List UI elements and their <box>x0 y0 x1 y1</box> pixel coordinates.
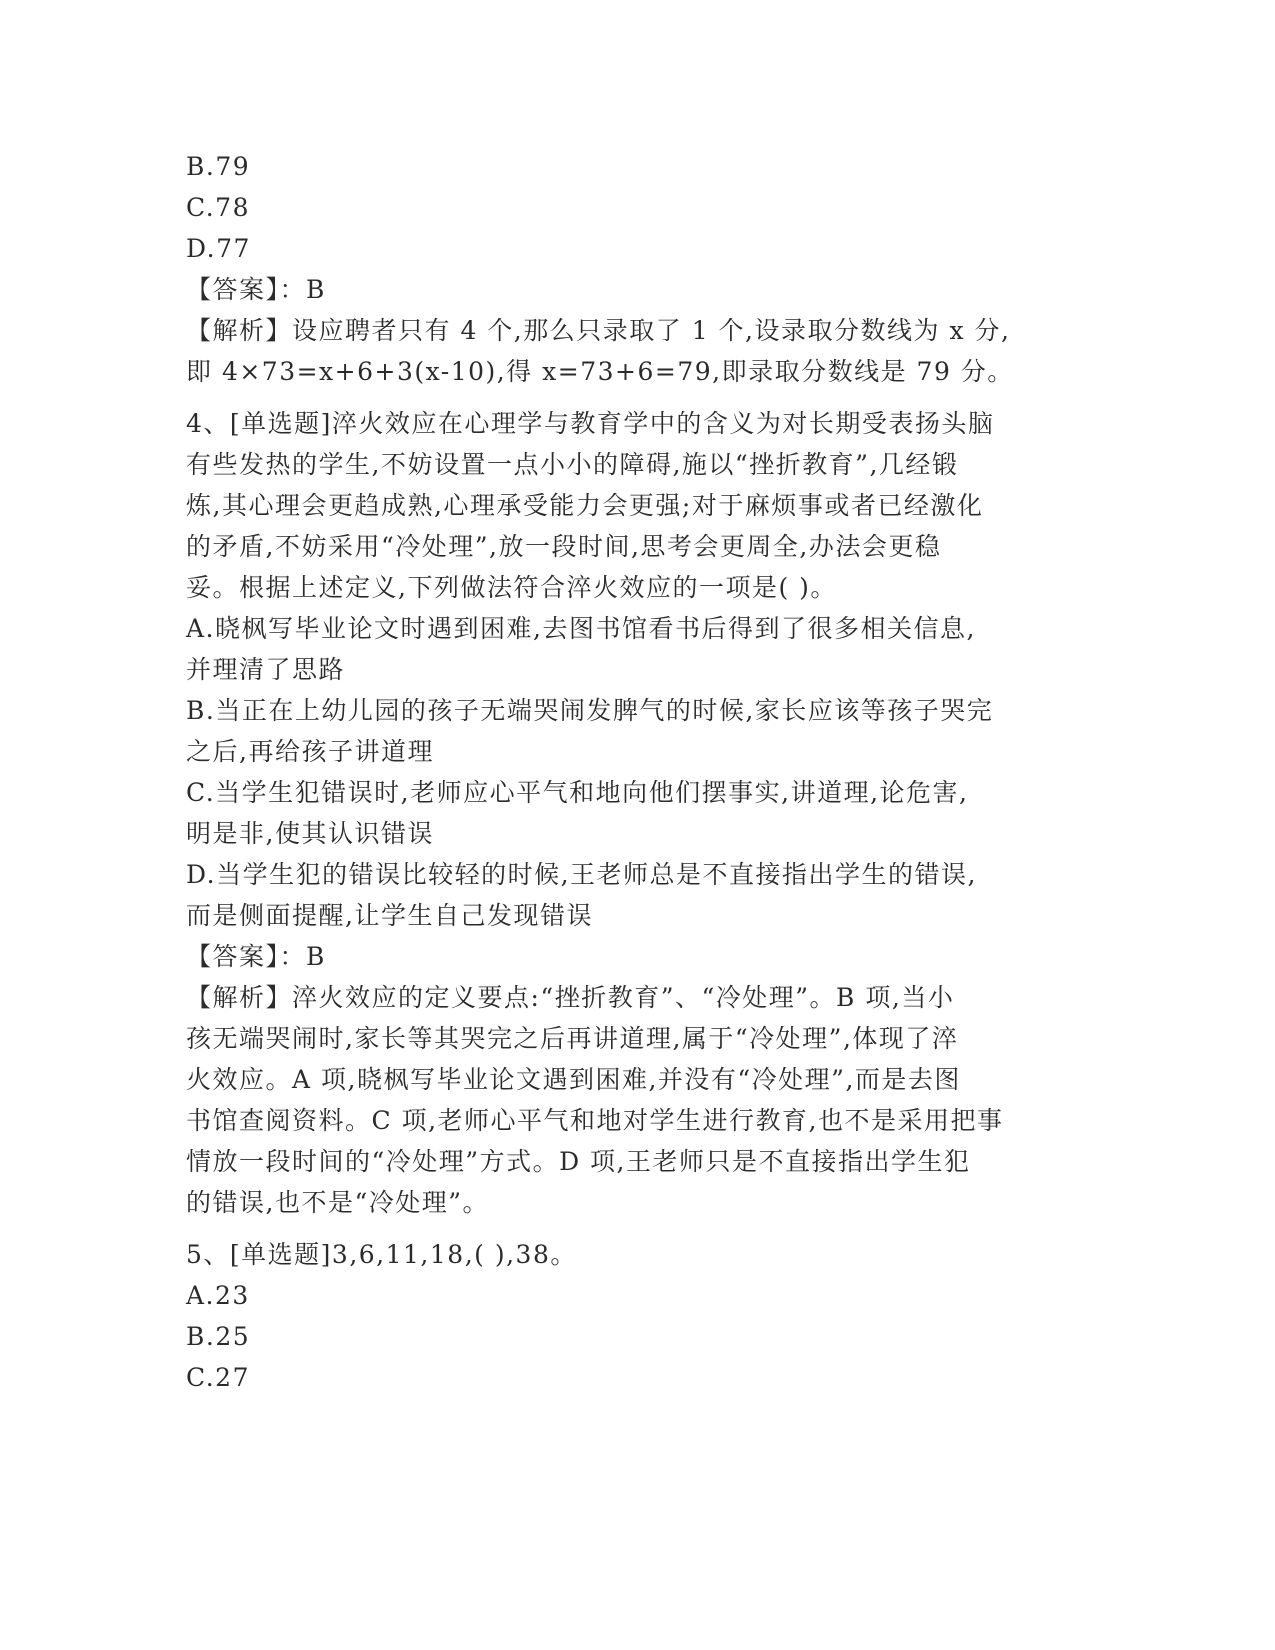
q4-analysis-line-2: 孩无端哭闹时,家长等其哭完之后再讲道理,属于“冷处理”,体现了淬 <box>186 1024 959 1053</box>
q4-option-a-line-2: 并理清了思路 <box>186 655 346 684</box>
question-spacer <box>186 1223 1066 1234</box>
q4-option-b-line-2: 之后,再给孩子讲道理 <box>186 737 434 766</box>
q4-option-a-line-1: A.晓枫写毕业论文时遇到困难,去图书馆看书后得到了很多相关信息, <box>186 614 976 643</box>
q4-stem-line-1: 4、[单选题]淬火效应在心理学与教育学中的含义为对长期受表扬头脑 <box>186 409 995 438</box>
q4-option-c-line-1: C.当学生犯错误时,老师应心平气和地向他们摆事实,讲道理,论危害, <box>186 778 969 807</box>
q4-analysis-line-4: 书馆查阅资料。C 项,老师心平气和地对学生进行教育,也不是采用把事 <box>186 1106 1004 1135</box>
q4-stem-line-2: 有些发热的学生,不妨设置一点小小的障碍,施以“挫折教育”,几经锻 <box>186 450 959 479</box>
q4-analysis-line-5: 情放一段时间的“冷处理”方式。D 项,王老师只是不直接指出学生犯 <box>186 1147 971 1176</box>
q5-stem: 5、[单选题]3,6,11,18,( ),38。 <box>186 1240 577 1269</box>
q5-option-b: B.25 <box>186 1322 251 1351</box>
q4-stem-line-3: 炼,其心理会更趋成熟,心理承受能力会更强;对于麻烦事或者已经激化 <box>186 491 984 520</box>
q4-stem-line-5: 妥。根据上述定义,下列做法符合淬火效应的一项是( )。 <box>186 573 837 602</box>
q4-option-b-line-1: B.当正在上幼儿园的孩子无端哭闹发脾气的时候,家长应该等孩子哭完 <box>186 696 994 725</box>
q5-option-c: C.27 <box>186 1363 250 1392</box>
q4-analysis-line-1: 【解析】淬火效应的定义要点:“挫折教育”、“冷处理”。B 项,当小 <box>186 983 955 1012</box>
q4-analysis-line-6: 的错误,也不是“冷处理”。 <box>186 1188 490 1217</box>
document-content <box>186 146 1066 1398</box>
q3-option-b: B.79 <box>186 152 251 181</box>
q3-analysis-line-1: 【解析】设应聘者只有 4 个,那么只录取了 1 个,设录取分数线为 x 分, <box>186 316 1011 345</box>
q4-option-c-line-2: 明是非,使其认识错误 <box>186 819 434 848</box>
q3-answer: 【答案】：B <box>186 275 326 304</box>
q4-analysis-line-3: 火效应。A 项,晓枫写毕业论文遇到困难,并没有“冷处理”,而是去图 <box>186 1065 961 1094</box>
q4-answer: 【答案】：B <box>186 942 326 971</box>
q4-option-d-line-2: 而是侧面提醒,让学生自己发现错误 <box>186 901 593 930</box>
q4-stem-line-4: 的矛盾,不妨采用“冷处理”,放一段时间,思考会更周全,办法会更稳 <box>186 532 942 561</box>
q3-option-d: D.77 <box>186 234 251 263</box>
q4-option-d-line-1: D.当学生犯的错误比较轻的时候,王老师总是不直接指出学生的错误, <box>186 860 977 889</box>
question-spacer <box>186 392 1066 403</box>
q3-option-c: C.78 <box>186 193 250 222</box>
q3-analysis-line-2: 即 4×73=x+6+3(x-10),得 x=73+6=79,即录取分数线是 79 分。 <box>186 357 1014 386</box>
q5-option-a: A.23 <box>186 1281 250 1310</box>
